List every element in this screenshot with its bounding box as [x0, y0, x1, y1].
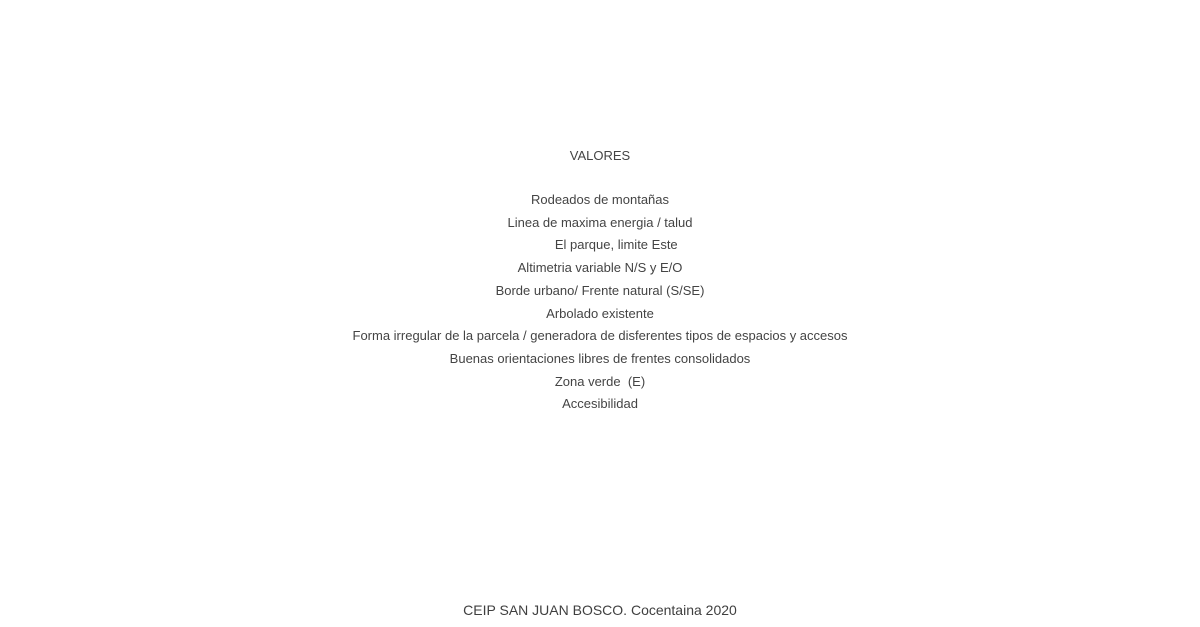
value-line: Arbolado existente [546, 305, 654, 321]
value-line: Rodeados de montañas [530, 192, 670, 207]
value-line: Forma irregular de la parcela / generadora de disferentes tipos de espacios y accesos [352, 328, 848, 344]
value-line: Buenas orientaciones libres de frentes consolidados [449, 350, 751, 366]
slide-footer: CEIP SAN JUAN BOSCO. Cocentaina 2020 [463, 602, 737, 618]
value-line: El parque, limite Este [522, 237, 678, 253]
value-line: Zona verde (E) [554, 373, 646, 389]
slide-title: VALORES [569, 148, 631, 163]
value-line: Accesibilidad [562, 396, 638, 412]
value-line: Borde urbano/ Frente natural (S/SE) [495, 282, 705, 298]
value-line: Linea de maxima energia / talud [507, 214, 693, 230]
values-list [0, 189, 1200, 416]
value-line: Altimetria variable N/S y E/O [517, 260, 683, 276]
